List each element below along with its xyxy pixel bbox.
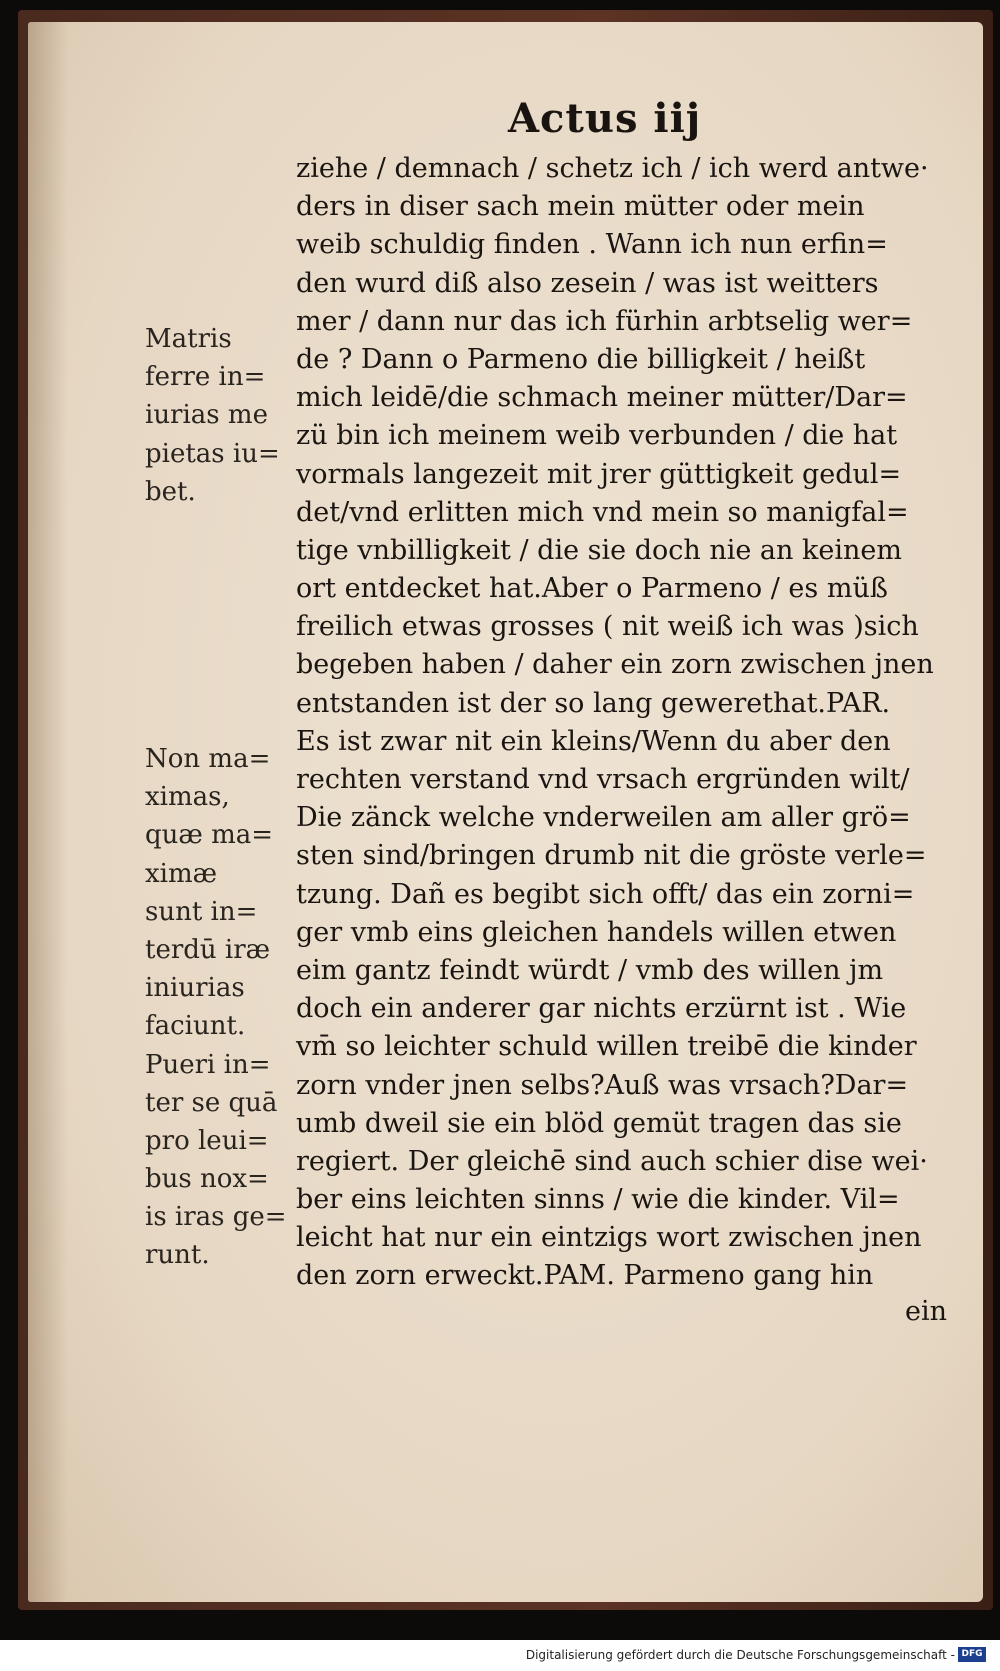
margin-note-line: bet. (145, 476, 196, 507)
margin-note-line: faciunt. (145, 1011, 246, 1042)
text-line: vm̄ so leichter schuld willen treibē die kinder (296, 1031, 917, 1063)
text-line: ziehe / demnach / schetz ich / ich werd antwe· (296, 153, 929, 184)
text-line: regiert. Der gleichē sind auch schier dise wei· (296, 1145, 928, 1177)
margin-note-line: Pueri in= (145, 1049, 271, 1080)
gutter-shadow (28, 22, 68, 1602)
margin-note-line: Matris (145, 324, 232, 354)
text-line: freilich etwas grosses ( nit weiß ich was )sich (296, 611, 919, 643)
margin-note-line: iniurias (145, 973, 245, 1004)
text-line: leicht hat nur ein eintzigs wort zwischen jnen (296, 1222, 922, 1254)
margin-note-line: pro leui= (145, 1125, 269, 1156)
text-line: tige vnbilligkeit / die sie doch nie an keinem (296, 534, 902, 566)
text-line: doch ein anderer gar nichts erzürnt ist . Wie (296, 993, 907, 1025)
margin-note-line: is iras ge= (145, 1202, 287, 1233)
text-line: det/vnd erlitten mich vnd mein so manigfal= (296, 496, 909, 528)
text-line: zorn vnder jnen selbs?Auß was vrsach?Dar= (296, 1069, 909, 1101)
margin-note-line: bus nox= (145, 1164, 269, 1195)
text-line: Es ist zwar nit ein kleins/Wenn du aber den (296, 725, 891, 757)
margin-note-2 (145, 740, 293, 1275)
text-line: mer / dann nur das ich fürhin arbtselig wer= (296, 305, 913, 337)
text-line: de ? Dann o Parmeno die billigkeit / heißt (296, 343, 866, 375)
catchword: ein (905, 1296, 948, 1327)
text-line: ger vmb eins gleichen handels willen etwen (296, 916, 897, 948)
margin-note-line: terdū iræ (145, 934, 271, 965)
margin-note-line: ter se quā (145, 1087, 278, 1118)
text-line: begeben haben / daher ein zorn zwischen jnen (296, 649, 934, 681)
text-line: ort entdecket hat.Aber o Parmeno / es müß (296, 573, 888, 605)
margin-note-line: Non ma= (145, 744, 271, 774)
margin-note-line: quæ ma= (145, 820, 274, 851)
margin-note-line: sunt in= (145, 896, 258, 927)
text-line: mich leidē/die schmach meiner mütter/Dar= (296, 382, 908, 414)
text-line: vormals langezeit mit jrer güttigkeit gedul= (296, 458, 902, 490)
margin-note-line: ximas, (145, 782, 230, 813)
margin-note-line: pietas iu= (145, 438, 280, 469)
text-line: eim gantz feindt würdt / vmb des willen jm (296, 954, 884, 986)
text-line: Die zänck welche vnderweilen am aller grö= (296, 802, 911, 834)
text-line: rechten verstand vnd vrsach ergründen wilt/ (296, 764, 910, 795)
text-line: ber eins leichten sinns / wie die kinder. Vil= (296, 1184, 900, 1216)
margin-note-line: ferre in= (145, 362, 266, 393)
running-header: Actus iij (508, 95, 702, 142)
margin-note-line: ximæ (145, 858, 218, 889)
margin-note-line: iurias me (145, 400, 268, 431)
dfg-logo-icon: DFG (958, 1647, 986, 1662)
text-line: ders in diser sach mein mütter oder mein (296, 191, 865, 223)
text-line: tzung. Dañ es begibt sich offt/ das ein zorni= (296, 878, 915, 910)
text-line: den wurd diß also zesein / was ist weitters (296, 267, 879, 299)
text-line: weib schuldig finden . Wann ich nun erfin= (296, 229, 888, 261)
text-line: entstanden ist der so lang gewerethat.PAR. (296, 687, 891, 719)
margin-note-line: runt. (145, 1240, 210, 1271)
funding-credit: Digitalisierung gefördert durch die Deutsche Forschungsgemeinschaft - (525, 1648, 955, 1662)
text-line: zü bin ich meinem weib verbunden / die hat (296, 420, 898, 452)
text-line: den zorn erweckt.PAM. Parmeno gang hin (296, 1260, 874, 1292)
text-line: umb dweil sie ein blöd gemüt tragen das sie (296, 1107, 902, 1139)
text-line: sten sind/bringen drumb nit die gröste verle= (296, 840, 927, 872)
margin-note-1 (145, 320, 293, 511)
main-text-block (296, 150, 966, 1296)
